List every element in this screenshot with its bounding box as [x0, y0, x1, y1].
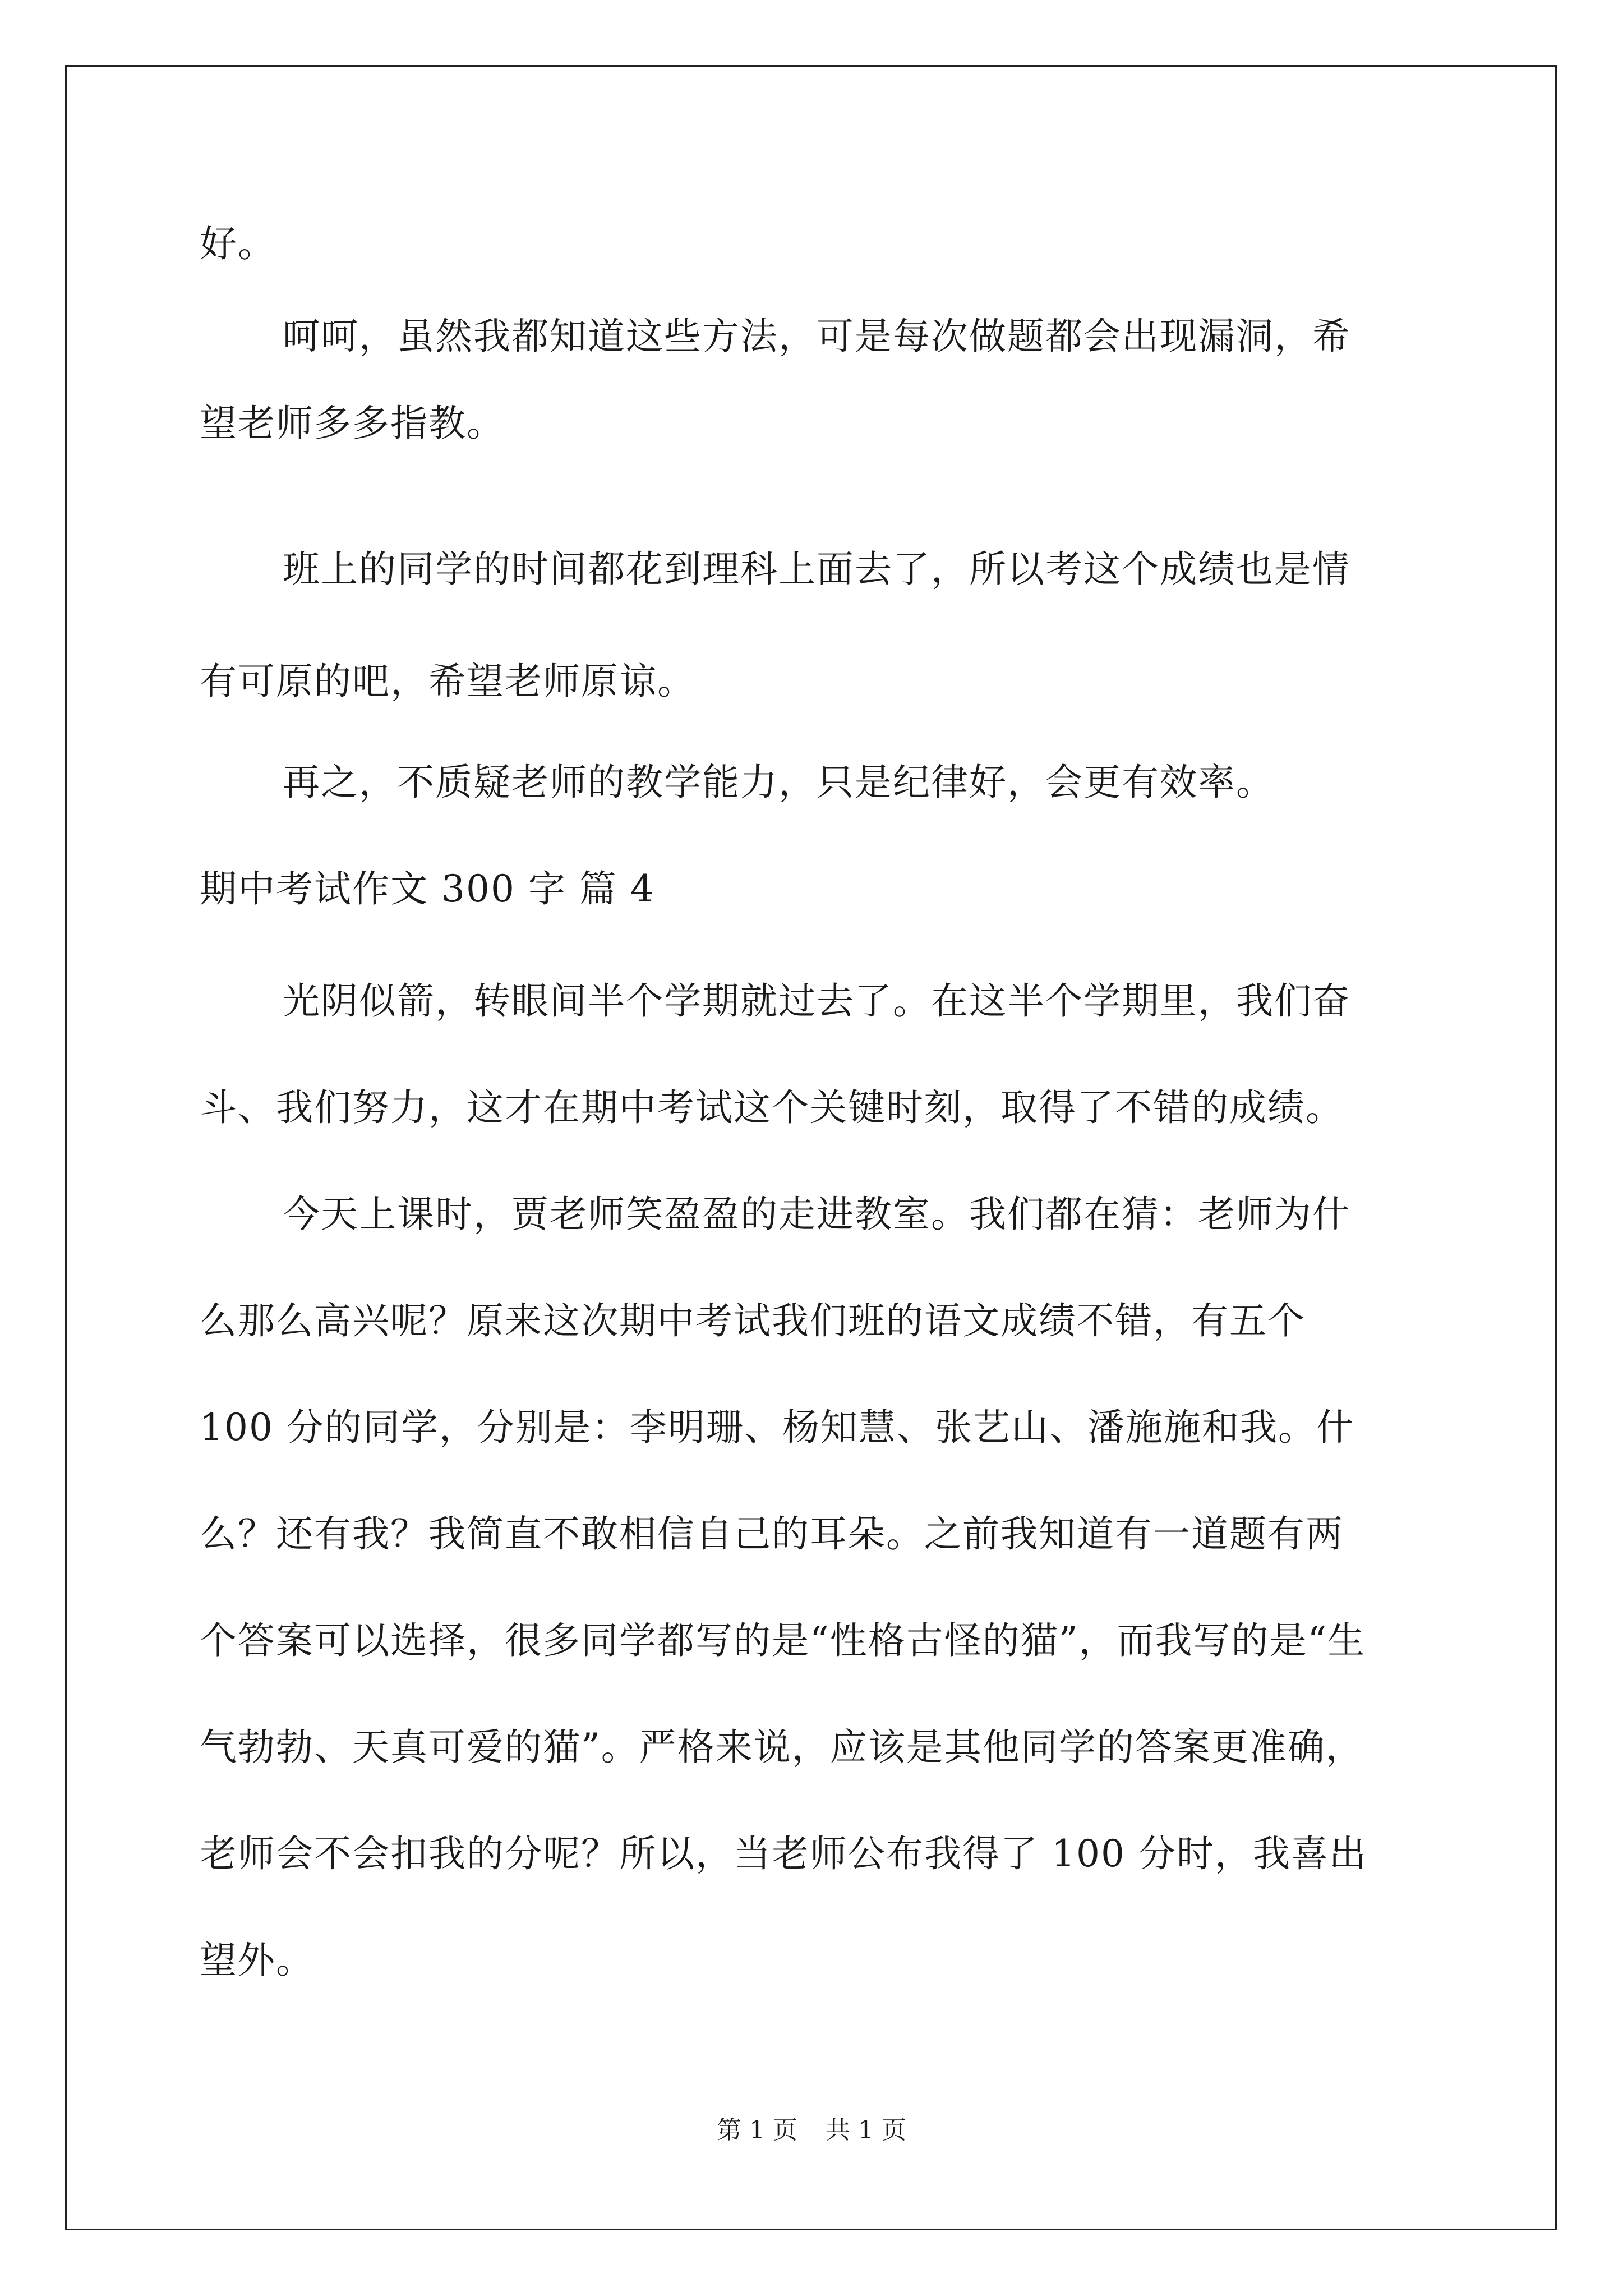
page-frame — [65, 65, 1557, 2230]
text-line-15: 气勃勃、天真可爱的猫”。严格来说，应该是其他同学的答案更准确， — [200, 1726, 1364, 1769]
page-number-current: 第 1 页 — [717, 2116, 797, 2145]
text-line-5: 有可原的吧，希望老师原谅。 — [200, 660, 695, 703]
text-line-2: 呵呵，虽然我都知道这些方法，可是每次做题都会出现漏洞，希 — [283, 315, 1350, 358]
text-line-6: 再之，不质疑老师的教学能力，只是纪律好，会更有效率。 — [283, 761, 1274, 804]
text-line-4: 班上的同学的时间都花到理科上面去了，所以考这个成绩也是情 — [283, 547, 1350, 591]
text-line-13: 么？还有我？我简直不敢相信自己的耳朵。之前我知道有一道题有两 — [200, 1512, 1344, 1556]
text-line-9: 斗、我们努力，这才在期中考试这个关键时刻，取得了不错的成绩。 — [200, 1086, 1344, 1129]
text-line-17: 望外。 — [200, 1939, 314, 1982]
text-line-8: 光阴似箭，转眼间半个学期就过去了。在这半个学期里，我们奋 — [283, 979, 1350, 1023]
text-line-14: 个答案可以选择，很多同学都写的是“性格古怪的猫”，而我写的是“生 — [200, 1619, 1366, 1662]
text-line-16: 老师会不会扣我的分呢？所以，当老师公布我得了 100 分时，我喜出 — [200, 1832, 1367, 1875]
page-footer — [0, 2114, 1623, 2147]
text-line-1: 好。 — [200, 222, 276, 265]
text-line-10: 今天上课时，贾老师笑盈盈的走进教室。我们都在猜：老师为什 — [283, 1193, 1350, 1236]
page-number-total: 共 1 页 — [826, 2116, 906, 2145]
section-heading: 期中考试作文 300 字 篇 4 — [200, 867, 655, 910]
text-line-3: 望老师多多指教。 — [200, 402, 505, 445]
text-line-11: 么那么高兴呢？原来这次期中考试我们班的语文成绩不错，有五个 — [200, 1299, 1306, 1342]
text-line-12: 100 分的同学，分别是：李明珊、杨知慧、张艺山、潘施施和我。什 — [200, 1406, 1354, 1449]
